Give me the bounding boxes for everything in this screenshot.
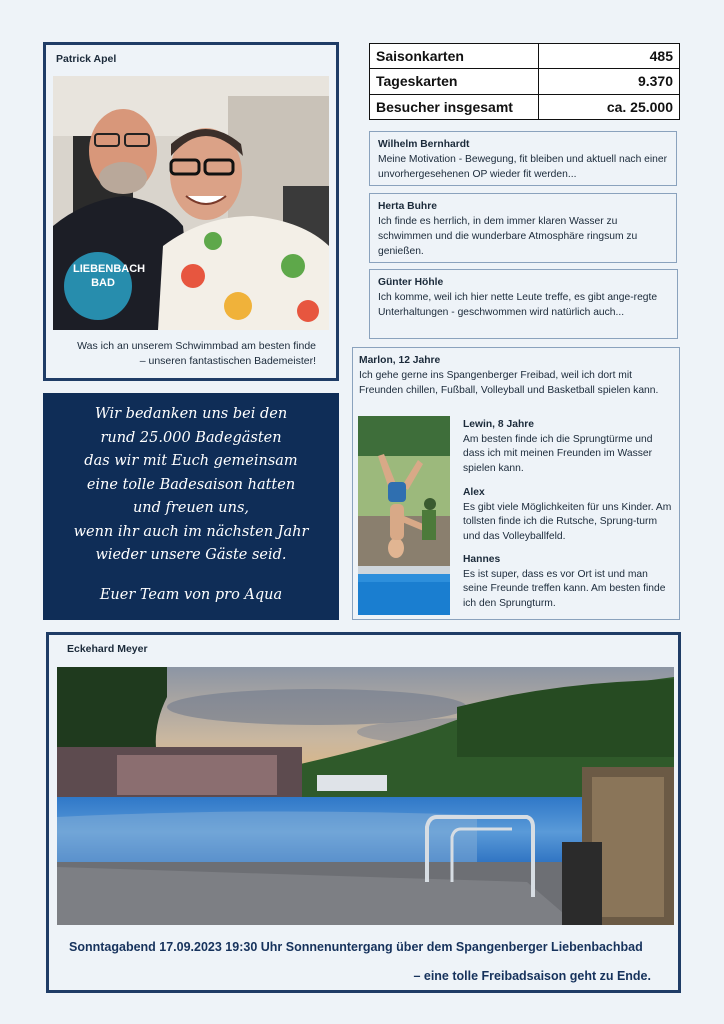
- patrick-caption: [52, 339, 316, 369]
- kids-quotes-box: [352, 347, 680, 620]
- stats-label: Saisonkarten: [370, 44, 539, 69]
- quote-guenter-hoehle: [369, 269, 678, 339]
- thanks-signature: Euer Team von pro Aqua: [99, 586, 283, 603]
- thanks-line: Wir bedanken uns bei den: [94, 406, 288, 422]
- lewin-name: Lewin, 8 Jahre: [463, 419, 534, 430]
- diving-boy-photo: [358, 416, 450, 615]
- stats-row: [370, 94, 680, 119]
- thanks-line: wieder unsere Gäste seid.: [95, 547, 287, 563]
- patrick-photo: [53, 76, 329, 330]
- lewin-quote: [463, 418, 673, 476]
- quote-text: Ich komme, weil ich hier nette Leute treffe, es gibt ange-regte Unterhaltungen - geschwommen wird natürlich auch...: [378, 292, 658, 318]
- eckehard-name: Eckehard Meyer: [67, 643, 148, 655]
- stats-label: Besucher insgesamt: [370, 94, 539, 119]
- quote-text: Ich finde es herrlich, in dem immer klaren Wasser zu schwimmen und die wunderbare Atmosphäre ringsum zu genießen.: [378, 216, 638, 257]
- eckehard-caption-line2: – eine tolle Freibadsaison geht zu Ende.: [413, 969, 651, 983]
- patrick-caption-line2: – unseren fantastischen Bademeister!: [139, 355, 316, 367]
- stats-value: 9.370: [539, 69, 680, 94]
- pool-photo: [57, 667, 674, 925]
- thanks-line: eine tolle Badesaison hatten: [86, 476, 296, 493]
- stats-value: ca. 25.000: [539, 94, 680, 119]
- quote-wilhelm-bernhardt: [369, 131, 677, 186]
- shirt-logo-text-1: LIEBENBACH: [73, 263, 146, 275]
- quote-herta-buhre: [369, 193, 677, 263]
- pool-sunset-photo: [57, 667, 674, 925]
- thanks-line: wenn ihr auch im nächsten Jahr: [73, 523, 309, 540]
- thanks-line: und freuen uns,: [132, 500, 250, 516]
- two-men-photo: [53, 76, 329, 330]
- stats-table: [369, 43, 680, 120]
- thanks-line: das wir mit Euch gemeinsam: [84, 453, 298, 469]
- hannes-quote: [463, 553, 673, 611]
- alex-name: Alex: [463, 487, 485, 498]
- stats-label: Tageskarten: [370, 69, 539, 94]
- quote-text: Meine Motivation - Bewegung, fit bleiben und aktuell nach einer unvorhergesehenen OP wieder fit werden...: [378, 154, 668, 180]
- diver-photo: [358, 416, 450, 615]
- stats-value: 485: [539, 44, 680, 69]
- hannes-text: Es ist super, dass es vor Ort ist und man seine Freunde treffen kann. Am besten finde ich den Sprungturm.: [463, 568, 666, 609]
- alex-text: Es gibt viele Möglichkeiten für uns Kinder. Am tollsten finde ich die Rutsche, Sprung-turm und das Volleyballfeld.: [463, 501, 672, 542]
- patrick-name: Patrick Apel: [56, 53, 117, 65]
- patrick-caption-line1: Was ich an unserem Schwimmbad am besten finde: [77, 340, 316, 352]
- patrick-apel-box: [43, 42, 339, 381]
- stats-row: [370, 44, 680, 69]
- quote-name: Herta Buhre: [378, 201, 437, 212]
- quote-name: Wilhelm Bernhardt: [378, 139, 470, 150]
- quote-name: Günter Höhle: [378, 277, 444, 288]
- lewin-text: Am besten finde ich die Sprungtürme und dass ich mit meinen Freunden im Wasser spielen kann.: [463, 433, 653, 474]
- marlon-quote: [359, 353, 673, 398]
- marlon-text: Ich gehe gerne ins Spangenberger Freibad, weil ich dort mit Freunden chillen, Fußball, Volleyball und Basketball spielen kann.: [359, 370, 659, 396]
- hannes-name: Hannes: [463, 554, 501, 565]
- marlon-name: Marlon, 12 Jahre: [359, 355, 441, 366]
- stats-row: [370, 69, 680, 94]
- thanks-box: [43, 393, 339, 620]
- thanks-line: rund 25.000 Badegästen: [100, 429, 282, 446]
- alex-quote: [463, 486, 673, 544]
- eckehard-caption-line1: Sonntagabend 17.09.2023 19:30 Uhr Sonnenuntergang über dem Spangenberger Liebenbachbad: [69, 940, 643, 954]
- eckehard-meyer-box: [46, 632, 681, 993]
- shirt-logo-text-2: BAD: [91, 277, 115, 289]
